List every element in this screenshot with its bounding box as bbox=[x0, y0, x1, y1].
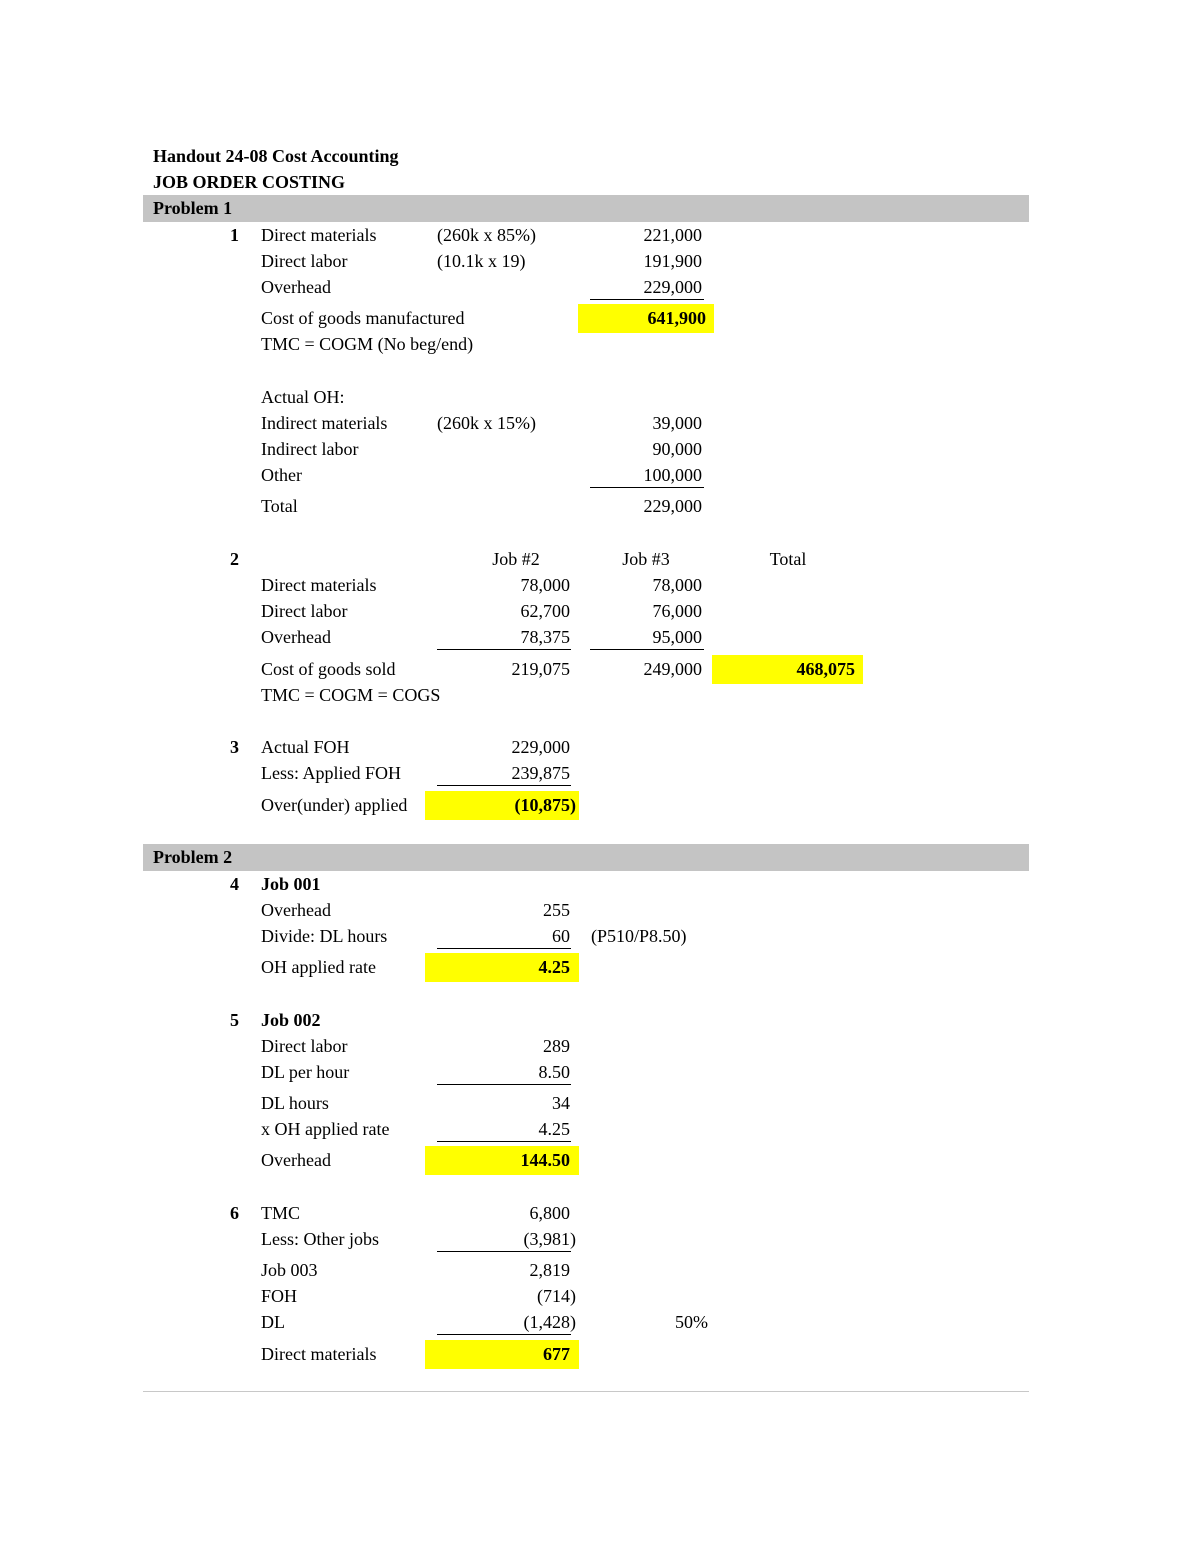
row-label: Less: Applied FOH bbox=[261, 763, 402, 783]
underline bbox=[590, 487, 704, 488]
answer-value: (10,875) bbox=[514, 795, 576, 815]
row-note: (P510/P8.50) bbox=[591, 926, 687, 946]
row-label: Cost of goods manufactured bbox=[261, 308, 465, 328]
row-label: Direct labor bbox=[261, 251, 348, 271]
column-header-total: Total bbox=[769, 549, 807, 569]
row-label: Indirect labor bbox=[261, 439, 359, 459]
job3-value: 76,000 bbox=[652, 601, 702, 621]
row-note: (260k x 15%) bbox=[437, 413, 536, 433]
percent-note: 50% bbox=[675, 1312, 708, 1332]
underline bbox=[590, 649, 704, 650]
underline bbox=[590, 299, 704, 300]
row-label: Total bbox=[261, 496, 298, 516]
row-value: 39,000 bbox=[652, 413, 702, 433]
row-label: x OH applied rate bbox=[261, 1119, 390, 1139]
job3-value: 95,000 bbox=[652, 627, 702, 647]
row-label: Direct labor bbox=[261, 1036, 348, 1056]
underline bbox=[437, 1084, 571, 1085]
row-value: (1,428) bbox=[523, 1312, 576, 1332]
handout-title: Handout 24-08 Cost Accounting bbox=[153, 146, 399, 166]
row-label: Divide: DL hours bbox=[261, 926, 388, 946]
job3-value: 78,000 bbox=[652, 575, 702, 595]
underline bbox=[437, 1251, 571, 1252]
highlight-answer bbox=[578, 304, 714, 333]
column-header-job3: Job #3 bbox=[622, 549, 670, 569]
row-label: Indirect materials bbox=[261, 413, 388, 433]
question-number: 2 bbox=[230, 549, 239, 569]
row-value: 229,000 bbox=[643, 277, 702, 297]
row-label: Less: Other jobs bbox=[261, 1229, 379, 1249]
job2-value: 78,000 bbox=[520, 575, 570, 595]
row-note: (260k x 85%) bbox=[437, 225, 536, 245]
highlight-answer bbox=[712, 655, 863, 684]
problem-1-header bbox=[143, 195, 1029, 222]
job2-value: 62,700 bbox=[520, 601, 570, 621]
row-label: Overhead bbox=[261, 900, 331, 920]
problem-1-title: Problem 1 bbox=[153, 198, 233, 218]
question-number: 4 bbox=[230, 874, 239, 894]
row-label: Other bbox=[261, 465, 302, 485]
row-label: Direct materials bbox=[261, 225, 377, 245]
answer-value: 677 bbox=[543, 1344, 570, 1364]
underline bbox=[437, 785, 571, 786]
answer-value: 144.50 bbox=[520, 1150, 570, 1170]
row-label: DL bbox=[261, 1312, 285, 1332]
row-value: 239,875 bbox=[511, 763, 570, 783]
row-value: 229,000 bbox=[511, 737, 570, 757]
question-number: 3 bbox=[230, 737, 239, 757]
row-label: Direct labor bbox=[261, 601, 348, 621]
row-value: 229,000 bbox=[643, 496, 702, 516]
row-value: 60 bbox=[552, 926, 570, 946]
row-value: 6,800 bbox=[529, 1203, 570, 1223]
row-value: 255 bbox=[543, 900, 570, 920]
row-label: FOH bbox=[261, 1286, 298, 1306]
row-label: Overhead bbox=[261, 1150, 331, 1170]
row-value: (3,981) bbox=[523, 1229, 576, 1249]
row-value: 100,000 bbox=[643, 465, 702, 485]
row-value: 8.50 bbox=[538, 1062, 570, 1082]
row-value: 4.25 bbox=[538, 1119, 570, 1139]
row-value: 90,000 bbox=[652, 439, 702, 459]
question-number: 5 bbox=[230, 1010, 239, 1030]
problem-2-title: Problem 2 bbox=[153, 847, 233, 867]
job2-value: 219,075 bbox=[511, 659, 570, 679]
footer-divider bbox=[143, 1391, 1029, 1392]
note-text: TMC = COGM = COGS bbox=[261, 685, 441, 705]
job3-value: 249,000 bbox=[643, 659, 702, 679]
row-label: Overhead bbox=[261, 277, 331, 297]
note-text: TMC = COGM (No beg/end) bbox=[261, 334, 474, 354]
underline bbox=[437, 1141, 571, 1142]
row-label: Actual FOH bbox=[261, 737, 350, 757]
answer-value: 468,075 bbox=[796, 659, 855, 679]
underline bbox=[437, 1334, 571, 1335]
section-title: JOB ORDER COSTING bbox=[153, 172, 346, 192]
job-title: Job 002 bbox=[261, 1010, 321, 1030]
row-label: DL per hour bbox=[261, 1062, 350, 1082]
row-label: Direct materials bbox=[261, 1344, 377, 1364]
row-label: Over(under) applied bbox=[261, 795, 408, 815]
row-value: 2,819 bbox=[529, 1260, 570, 1280]
subheading: Actual OH: bbox=[261, 387, 345, 407]
row-label: Direct materials bbox=[261, 575, 377, 595]
row-label: TMC bbox=[261, 1203, 301, 1223]
problem-2-header bbox=[143, 844, 1029, 871]
row-label: Job 003 bbox=[261, 1260, 318, 1280]
row-value: 34 bbox=[552, 1093, 570, 1113]
underline bbox=[437, 948, 571, 949]
row-value: (714) bbox=[537, 1286, 576, 1306]
job-title: Job 001 bbox=[261, 874, 321, 894]
underline bbox=[437, 649, 571, 650]
row-label: DL hours bbox=[261, 1093, 329, 1113]
row-label: Cost of goods sold bbox=[261, 659, 396, 679]
row-value: 289 bbox=[543, 1036, 570, 1056]
answer-value: 641,900 bbox=[647, 308, 706, 328]
question-number: 1 bbox=[230, 225, 239, 245]
row-label: OH applied rate bbox=[261, 957, 376, 977]
column-header-job2: Job #2 bbox=[492, 549, 540, 569]
row-note: (10.1k x 19) bbox=[437, 251, 526, 271]
row-value: 191,900 bbox=[643, 251, 702, 271]
row-value: 221,000 bbox=[643, 225, 702, 245]
job2-value: 78,375 bbox=[520, 627, 570, 647]
answer-value: 4.25 bbox=[538, 957, 570, 977]
row-label: Overhead bbox=[261, 627, 331, 647]
question-number: 6 bbox=[230, 1203, 239, 1223]
